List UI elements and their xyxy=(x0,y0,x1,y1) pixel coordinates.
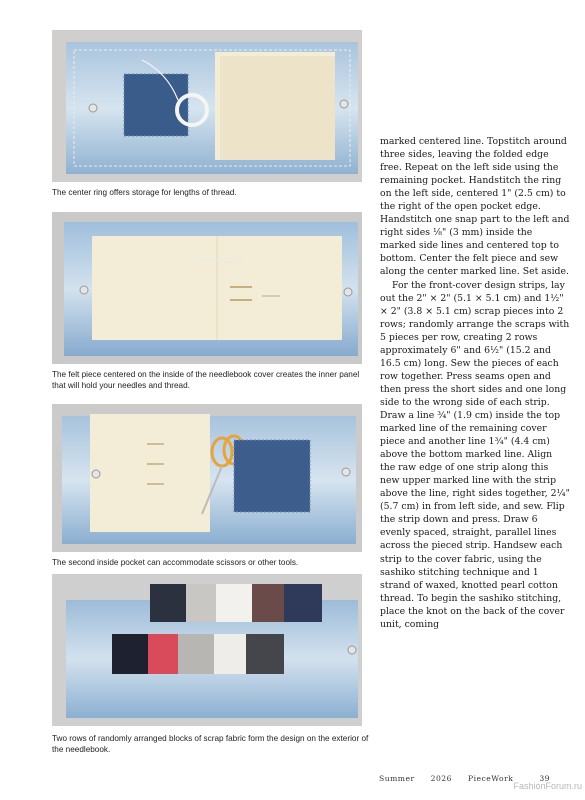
photo-scrap-exterior xyxy=(52,574,362,726)
instructions-paragraph-2: For the front-cover design strips, lay out the 2" × 2" (5.1 × 5.1 cm) and 1½" × 2" (3.8 × 5.1 cm) scrap pieces into 2 rows; randomly arrange the scraps with 5 pieces per row, creating 2 rows approximately 6" and 6½" (15.2 and 16.5 cm) long. Sew the pieces of each row together. Press seams open and then press the short sides and one long side to the wrong side of each strip. Draw a line ¾" (1.9 cm) inside the top marked line of the remaining cover piece and another line 1¾" (4.4 cm) above the bottom marked line. Align the raw edge of one strip along this new upper marked line with the strip above the line, right sides together, 2¼" (5.7 cm) in from left side, and sew. Flip the strip down and press. Draw 6 evenly spaced, straight, parallel lines across the pieced strip. Handsew each strip to the cover fabric, using the sashiko stitching technique and 1 strand of waxed, knotted pearl cotton thread. To begin the sashiko stitching, place the knot on the back of the cover unit, coming xyxy=(380,279,570,630)
instructions-column xyxy=(380,135,570,631)
caption-photo-2: The felt piece centered on the inside of the needlebook cover creates the inner panel that will hold your needles and thread. xyxy=(52,370,360,390)
photo-scissors-pocket xyxy=(52,404,362,552)
watermark: FashionForum.ru xyxy=(513,781,582,791)
photo-felt-panel xyxy=(52,212,362,364)
footer-magazine: PieceWork xyxy=(467,774,514,783)
photo-ring-needlebook xyxy=(52,30,362,182)
instructions-paragraph-1: marked centered line. Topstitch around three sides, leaving the folded edge free. Repeat on the left side using the remaining pocket. Handstitch the ring on the left side, centered 1" (2.5 cm) to the right of the open pocket edge. Handstitch one snap part to the left and right sides ⅛" (3 mm) inside the marked side lines and centered top to bottom. Center the felt piece and sew along the center marked line. Set aside. xyxy=(380,136,570,278)
caption-photo-4: Two rows of randomly arranged blocks of scrap fabric form the design on the exterior of the needlebook. xyxy=(52,734,369,754)
footer-year: 2026 xyxy=(430,774,452,783)
footer-season: Summer xyxy=(379,774,415,783)
page-number: 39 xyxy=(539,774,550,783)
caption-photo-3: The second inside pocket can accommodate scissors or other tools. xyxy=(52,558,299,567)
caption-photo-1: The center ring offers storage for lengths of thread. xyxy=(52,188,237,197)
